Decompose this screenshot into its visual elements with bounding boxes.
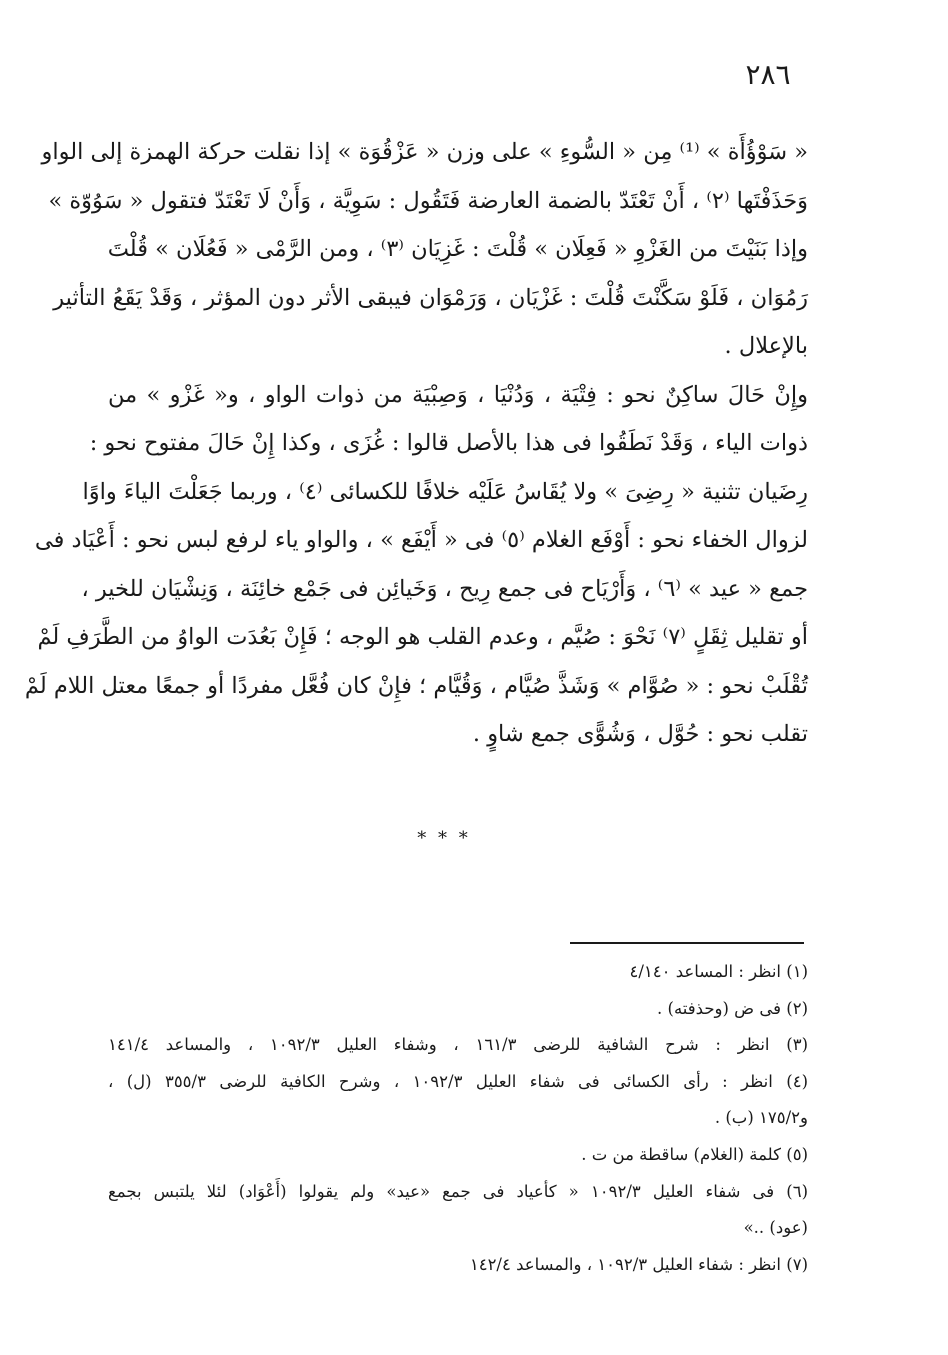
main-text (24, 128, 808, 759)
text-line: أو تقليل ثِقَلٍ ⁽٧⁾ نَحْوَ : صُيَّم ، وعدم القلب هو الوجه ؛ فَإِنْ بَعُدَت الواوُ من الطَّرَفِ لَمْ (37, 624, 808, 650)
footnote-line: (٧) انظر : شفاء العليل ١٠٩٢/٣ ، والمساعد ١٤٢/٤ (469, 1254, 808, 1274)
text-line: « سَوْؤُأَة » ⁽¹⁾ مِن « السُّوءِ » على وزن « عَزْقُوَة » إذا نقلت حركة الهمزة إلى الواو (41, 139, 808, 165)
footnote-line: (٢) فى ض (وحذفته) . (657, 998, 808, 1018)
text-line: بالإعلال . (724, 333, 808, 359)
text-line: وَحَذَفْتَها ⁽٢⁾ ، أَنْ تَعْتَدّ بالضمة العارضة فَتَقُول : سَوِيَّة ، وَأَنْ لَا تَعْتَدّ فتقول « سَوُوّة » (48, 187, 808, 214)
section-separator: * * * (417, 828, 471, 849)
text-line: رِضَيان تثنية « رِضِىَ » ولا يُقَاسُ عَلَيْه خلافًا للكسائى ⁽٤⁾ ، وربما جَعَلْتَ الياءَ واوًا (82, 478, 808, 505)
footnote-line: و١٧٥/٢ (ب) . (714, 1108, 808, 1128)
footnotes (108, 954, 808, 1283)
text-line: جمع « عيد » ⁽٦⁾ ، وَأَرْيَاح فى جمع رِيح ، وَخَيائِن فى جَمْع خائِنَة ، وَنِشْيَان للخير ، (81, 575, 808, 602)
footnote-line: (٥) كلمة (الغلام) ساقطة من ت . (581, 1144, 808, 1164)
text-line: تقلب نحو : حُوَّل ، وَشُوًّى جمع شاوٍ . (472, 721, 808, 747)
footnote-line: (٦) فى شفاء العليل ١٠٩٢/٣ « كأعياد فى جمع «عيد» ولم يقولوا (أَعْوَاد) لئلا يلتبس بجمع (108, 1181, 808, 1201)
text-line: وإذا بَنَيْتَ من الغَزْوِ « فَعِلَان » قُلْتَ : غَزِيَان ⁽٣⁾ ، ومن الرَّمْى « فَعُلَان » قُلْتَ (107, 236, 808, 262)
text-line: ذوات الياء ، وَقَدْ نَطَقُوا فى هذا بالأصل قالوا : غُزَى ، وكذا إِنْ حَالَ مفتوح نحو : (89, 430, 808, 456)
text-line: تُقْلَبْ نحو : « صُوَّام » وَشَذَّ صُيَّام ، وَقُيَّام ؛ فإِنْ كان فُعَّل مفردًا أو جمعًا معتل اللام لَمْ (24, 672, 808, 699)
text-line: لزوال الخفاء نحو : أَوْفَع الغلام ⁽٥⁾ فى « أَيْفَع » ، والواو ياء لرفع لبس نحو : أَعْيَاد فى (34, 527, 808, 553)
page-number: ٢٨٦ (745, 58, 791, 91)
text-line: وإِنْ حَالَ ساكِنٌ نحو : فِتْيَة ، وَدُنْيَا ، وَصِبْيَة من ذوات الواو ، و« غَزْو » من (108, 381, 808, 408)
footnote-divider (570, 942, 804, 944)
text-line: رَمُوَان ، فَلَوْ سَكَّنْتَ قُلْتَ : غَزْيَان ، وَرَمْوَان فيبقى الأثر دون المؤثر ، وَقَدْ يَقَعُ التأثير (53, 284, 808, 311)
footnote-line: (١) انظر : المساعد ٤/١٤٠ (629, 962, 808, 981)
footnote-line: (عود) ..» (743, 1218, 808, 1238)
footnote-line: (٣) انظر : شرح الشافية للرضى ١٦١/٣ ، وشفاء العليل ١٠٩٢/٣ ، والمساعد ١٤١/٤ (108, 1035, 808, 1055)
footnote-line: (٤) انظر : رأى الكسائى فى شفاء العليل ١٠٩٢/٣ ، وشرح الكافية للرضى ٣٥٥/٣ (ل) ، (108, 1071, 808, 1091)
